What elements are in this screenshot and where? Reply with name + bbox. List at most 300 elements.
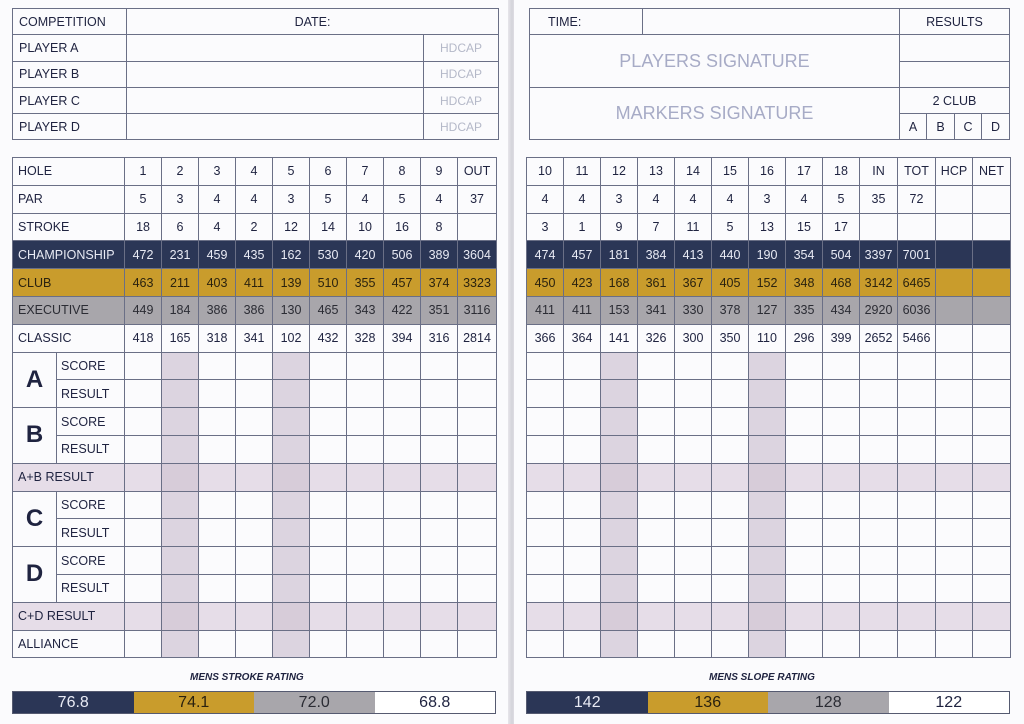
- result-entry-cell[interactable]: [749, 519, 786, 547]
- score-entry-cell[interactable]: [236, 408, 273, 436]
- result-entry-cell[interactable]: [749, 602, 786, 630]
- result-entry-cell[interactable]: [236, 519, 273, 547]
- result-entry-cell[interactable]: [936, 435, 973, 463]
- result-entry-cell[interactable]: [823, 435, 860, 463]
- result-entry-cell[interactable]: [564, 630, 601, 658]
- score-entry-cell[interactable]: [162, 408, 199, 436]
- result-entry-cell[interactable]: [712, 463, 749, 491]
- result-entry-cell[interactable]: [712, 380, 749, 408]
- score-entry-cell[interactable]: [823, 352, 860, 380]
- score-entry-cell[interactable]: [898, 491, 936, 519]
- score-entry-cell[interactable]: [860, 408, 898, 436]
- result-entry-cell[interactable]: [823, 602, 860, 630]
- player-c-name-field[interactable]: [127, 87, 424, 113]
- back-par-cell: 72: [898, 185, 936, 213]
- result-entry-cell[interactable]: [421, 380, 458, 408]
- result-entry-cell[interactable]: [347, 574, 384, 602]
- result-entry-cell[interactable]: [273, 630, 310, 658]
- result-entry-cell[interactable]: [273, 435, 310, 463]
- score-entry-cell[interactable]: [125, 491, 162, 519]
- score-entry-cell[interactable]: [675, 352, 712, 380]
- player-c-result-row: [13, 519, 497, 547]
- score-entry-cell[interactable]: [527, 408, 564, 436]
- executive-slope-rating: 128: [768, 692, 889, 713]
- result-entry-cell[interactable]: [199, 602, 236, 630]
- result-entry-cell[interactable]: [675, 574, 712, 602]
- par-cell: 4: [347, 185, 384, 213]
- result-entry-cell[interactable]: [601, 602, 638, 630]
- score-entry-cell[interactable]: [973, 491, 1011, 519]
- score-entry-cell[interactable]: [638, 491, 675, 519]
- result-entry-cell[interactable]: [125, 463, 162, 491]
- result-entry-cell[interactable]: [936, 380, 973, 408]
- result-entry-cell[interactable]: [162, 574, 199, 602]
- score-entry-cell[interactable]: [384, 352, 421, 380]
- club-yardage-cell: 468: [823, 269, 860, 297]
- score-entry-cell[interactable]: [860, 352, 898, 380]
- player-c-hdcap[interactable]: HDCAP: [424, 87, 499, 113]
- club-yardage-cell: 405: [712, 269, 749, 297]
- result-entry-cell[interactable]: [384, 602, 421, 630]
- result-entry-cell[interactable]: [749, 380, 786, 408]
- date-label[interactable]: DATE:: [127, 9, 499, 35]
- result-entry-cell[interactable]: [601, 630, 638, 658]
- score-entry-cell[interactable]: [601, 547, 638, 575]
- score-entry-cell[interactable]: [564, 408, 601, 436]
- result-entry-cell[interactable]: [162, 519, 199, 547]
- score-entry-cell[interactable]: [310, 547, 347, 575]
- score-entry-cell[interactable]: [898, 547, 936, 575]
- score-entry-cell[interactable]: [973, 408, 1011, 436]
- result-entry-cell[interactable]: [458, 602, 497, 630]
- score-entry-cell[interactable]: [786, 547, 823, 575]
- score-entry-cell[interactable]: [421, 408, 458, 436]
- result-entry-cell[interactable]: [973, 602, 1011, 630]
- result-entry-cell[interactable]: [638, 630, 675, 658]
- result-entry-cell[interactable]: [936, 574, 973, 602]
- score-entry-cell[interactable]: [384, 491, 421, 519]
- two-club-d[interactable]: D: [982, 114, 1010, 140]
- score-entry-cell[interactable]: [973, 352, 1011, 380]
- score-entry-cell[interactable]: [564, 491, 601, 519]
- result-entry-cell[interactable]: [384, 630, 421, 658]
- score-entry-cell[interactable]: [236, 547, 273, 575]
- score-entry-cell[interactable]: [898, 408, 936, 436]
- score-entry-cell[interactable]: [786, 491, 823, 519]
- score-entry-cell[interactable]: [162, 352, 199, 380]
- score-entry-cell[interactable]: [347, 352, 384, 380]
- result-entry-cell[interactable]: [564, 574, 601, 602]
- result-entry-cell[interactable]: [527, 574, 564, 602]
- result-entry-cell[interactable]: [458, 463, 497, 491]
- result-entry-cell[interactable]: [162, 380, 199, 408]
- score-entry-cell[interactable]: [712, 547, 749, 575]
- result-entry-cell[interactable]: [860, 463, 898, 491]
- result-entry-cell[interactable]: [564, 380, 601, 408]
- result-entry-cell[interactable]: [860, 574, 898, 602]
- result-entry-cell[interactable]: [601, 380, 638, 408]
- score-entry-cell[interactable]: [712, 491, 749, 519]
- score-entry-cell[interactable]: [125, 547, 162, 575]
- result-entry-cell[interactable]: [860, 519, 898, 547]
- score-entry-cell[interactable]: [458, 408, 497, 436]
- score-entry-cell[interactable]: [162, 547, 199, 575]
- result-entry-cell[interactable]: [601, 574, 638, 602]
- score-entry-cell[interactable]: [936, 408, 973, 436]
- result-entry-cell[interactable]: [236, 435, 273, 463]
- result-entry-cell[interactable]: [458, 574, 497, 602]
- score-entry-cell[interactable]: [749, 408, 786, 436]
- result-entry-cell[interactable]: [527, 463, 564, 491]
- result-entry-cell[interactable]: [749, 435, 786, 463]
- result-entry-cell[interactable]: [898, 380, 936, 408]
- result-entry-cell[interactable]: [898, 574, 936, 602]
- score-entry-cell[interactable]: [749, 547, 786, 575]
- result-entry-cell[interactable]: [347, 630, 384, 658]
- result-entry-cell[interactable]: [199, 574, 236, 602]
- back-player-c-result-row: [527, 519, 1011, 547]
- result-entry-cell[interactable]: [898, 463, 936, 491]
- result-entry-cell[interactable]: [421, 519, 458, 547]
- stroke-cell: 16: [384, 213, 421, 241]
- result-entry-cell[interactable]: [786, 519, 823, 547]
- score-entry-cell[interactable]: [860, 547, 898, 575]
- score-entry-cell[interactable]: [527, 547, 564, 575]
- score-entry-cell[interactable]: [421, 491, 458, 519]
- results-field-2[interactable]: [900, 61, 1010, 87]
- score-entry-cell[interactable]: [936, 491, 973, 519]
- result-entry-cell[interactable]: [786, 630, 823, 658]
- result-entry-cell[interactable]: [347, 380, 384, 408]
- score-entry-cell[interactable]: [712, 408, 749, 436]
- players-signature-field[interactable]: PLAYERS SIGNATURE: [530, 35, 900, 88]
- result-entry-cell[interactable]: [898, 519, 936, 547]
- par-cell: 5: [125, 185, 162, 213]
- result-entry-cell[interactable]: [125, 435, 162, 463]
- result-entry-cell[interactable]: [638, 602, 675, 630]
- stroke-row: [13, 213, 497, 241]
- result-entry-cell[interactable]: [712, 519, 749, 547]
- score-entry-cell[interactable]: [675, 491, 712, 519]
- result-entry-cell[interactable]: [236, 574, 273, 602]
- club-slope-rating: 136: [648, 692, 769, 713]
- player-d-hdcap[interactable]: HDCAP: [424, 114, 499, 140]
- result-entry-cell[interactable]: [273, 519, 310, 547]
- score-entry-cell[interactable]: [273, 352, 310, 380]
- back-par-cell: 3: [749, 185, 786, 213]
- club-yardage-cell: 510: [310, 269, 347, 297]
- result-entry-cell[interactable]: [421, 630, 458, 658]
- result-entry-cell[interactable]: [638, 380, 675, 408]
- result-entry-cell[interactable]: [384, 435, 421, 463]
- result-entry-cell[interactable]: [860, 380, 898, 408]
- result-entry-cell[interactable]: [310, 630, 347, 658]
- score-entry-cell[interactable]: [749, 491, 786, 519]
- result-entry-cell[interactable]: [125, 519, 162, 547]
- result-entry-cell[interactable]: [823, 630, 860, 658]
- score-entry-cell[interactable]: [273, 491, 310, 519]
- score-entry-cell[interactable]: [125, 408, 162, 436]
- score-entry-cell[interactable]: [310, 352, 347, 380]
- result-entry-cell[interactable]: [638, 463, 675, 491]
- mens-slope-rating-title: MENS SLOPE RATING: [709, 672, 815, 683]
- result-entry-cell[interactable]: [675, 519, 712, 547]
- two-club-label: 2 CLUB: [900, 87, 1010, 113]
- result-entry-cell[interactable]: [564, 519, 601, 547]
- result-entry-cell[interactable]: [458, 630, 497, 658]
- score-entry-cell[interactable]: [936, 352, 973, 380]
- score-entry-cell[interactable]: [749, 352, 786, 380]
- result-entry-cell[interactable]: [273, 463, 310, 491]
- score-entry-cell[interactable]: [273, 408, 310, 436]
- result-entry-cell[interactable]: [236, 380, 273, 408]
- result-entry-cell[interactable]: [823, 463, 860, 491]
- score-entry-cell[interactable]: [564, 547, 601, 575]
- result-entry-cell[interactable]: [786, 574, 823, 602]
- hole-cell: 4: [236, 158, 273, 186]
- result-entry-cell[interactable]: [638, 519, 675, 547]
- score-entry-cell[interactable]: [712, 352, 749, 380]
- score-entry-cell[interactable]: [199, 408, 236, 436]
- result-entry-cell[interactable]: [162, 602, 199, 630]
- score-entry-cell[interactable]: [236, 352, 273, 380]
- result-entry-cell[interactable]: [199, 463, 236, 491]
- score-entry-cell[interactable]: [527, 352, 564, 380]
- result-entry-cell[interactable]: [162, 463, 199, 491]
- result-entry-cell[interactable]: [675, 463, 712, 491]
- classic-yardage-cell: [936, 324, 973, 352]
- score-entry-cell[interactable]: [786, 352, 823, 380]
- result-entry-cell[interactable]: [421, 463, 458, 491]
- score-entry-cell[interactable]: [273, 547, 310, 575]
- score-entry-cell[interactable]: [347, 547, 384, 575]
- result-entry-cell[interactable]: [236, 602, 273, 630]
- score-entry-cell[interactable]: [236, 491, 273, 519]
- result-entry-cell[interactable]: [384, 463, 421, 491]
- result-entry-cell[interactable]: [273, 380, 310, 408]
- result-entry-cell[interactable]: [125, 380, 162, 408]
- score-entry-cell[interactable]: [125, 352, 162, 380]
- time-field[interactable]: [643, 9, 900, 35]
- result-entry-cell[interactable]: [273, 574, 310, 602]
- result-entry-cell[interactable]: [236, 630, 273, 658]
- result-entry-cell[interactable]: [860, 630, 898, 658]
- score-entry-cell[interactable]: [973, 547, 1011, 575]
- score-entry-cell[interactable]: [347, 491, 384, 519]
- score-entry-cell[interactable]: [527, 491, 564, 519]
- score-entry-cell[interactable]: [675, 547, 712, 575]
- result-entry-cell[interactable]: [973, 463, 1011, 491]
- result-entry-cell[interactable]: [786, 602, 823, 630]
- score-entry-cell[interactable]: [199, 491, 236, 519]
- result-entry-cell[interactable]: [458, 435, 497, 463]
- score-entry-cell[interactable]: [458, 491, 497, 519]
- result-entry-cell[interactable]: [898, 630, 936, 658]
- score-entry-cell[interactable]: [310, 491, 347, 519]
- result-entry-cell[interactable]: [527, 602, 564, 630]
- result-entry-cell[interactable]: [823, 380, 860, 408]
- result-entry-cell[interactable]: [236, 463, 273, 491]
- player-a-name-field[interactable]: [127, 35, 424, 61]
- result-entry-cell[interactable]: [199, 380, 236, 408]
- score-entry-cell[interactable]: [162, 491, 199, 519]
- result-entry-cell[interactable]: [749, 630, 786, 658]
- back-player-a-result-row: [527, 380, 1011, 408]
- result-entry-cell[interactable]: [310, 380, 347, 408]
- result-entry-cell[interactable]: [310, 574, 347, 602]
- player-a-hdcap[interactable]: HDCAP: [424, 35, 499, 61]
- result-entry-cell[interactable]: [347, 519, 384, 547]
- result-entry-cell[interactable]: [384, 574, 421, 602]
- result-entry-cell[interactable]: [310, 435, 347, 463]
- result-entry-cell[interactable]: [860, 602, 898, 630]
- result-entry-cell[interactable]: [601, 519, 638, 547]
- score-entry-cell[interactable]: [601, 491, 638, 519]
- result-entry-cell[interactable]: [898, 435, 936, 463]
- score-entry-cell[interactable]: [898, 352, 936, 380]
- result-entry-cell[interactable]: [199, 519, 236, 547]
- score-entry-cell[interactable]: [786, 408, 823, 436]
- score-entry-cell[interactable]: [347, 408, 384, 436]
- result-entry-cell[interactable]: [199, 435, 236, 463]
- score-entry-cell[interactable]: [199, 547, 236, 575]
- score-entry-cell[interactable]: [936, 547, 973, 575]
- result-entry-cell[interactable]: [973, 435, 1011, 463]
- result-entry-cell[interactable]: [601, 463, 638, 491]
- result-entry-cell[interactable]: [199, 630, 236, 658]
- result-entry-cell[interactable]: [162, 435, 199, 463]
- score-entry-cell[interactable]: [823, 491, 860, 519]
- classic-yardage-cell: 165: [162, 324, 199, 352]
- two-club-a[interactable]: A: [900, 114, 927, 140]
- result-entry-cell[interactable]: [749, 574, 786, 602]
- score-entry-cell[interactable]: [421, 547, 458, 575]
- score-entry-cell[interactable]: [310, 408, 347, 436]
- result-entry-cell[interactable]: [786, 435, 823, 463]
- result-entry-cell[interactable]: [973, 630, 1011, 658]
- par-label: PAR: [13, 185, 125, 213]
- result-entry-cell[interactable]: [675, 602, 712, 630]
- result-entry-cell[interactable]: [384, 519, 421, 547]
- score-entry-cell[interactable]: [384, 547, 421, 575]
- result-entry-cell[interactable]: [936, 630, 973, 658]
- executive-yardage-cell: 184: [162, 296, 199, 324]
- classic-slope-rating: 122: [889, 692, 1010, 713]
- score-entry-cell[interactable]: [638, 352, 675, 380]
- score-entry-cell[interactable]: [458, 352, 497, 380]
- back-par-cell: 3: [601, 185, 638, 213]
- result-entry-cell[interactable]: [527, 630, 564, 658]
- player-b-name-field[interactable]: [127, 61, 424, 87]
- result-entry-cell[interactable]: [712, 602, 749, 630]
- result-entry-cell[interactable]: [458, 380, 497, 408]
- result-entry-cell[interactable]: [273, 602, 310, 630]
- result-entry-cell[interactable]: [973, 574, 1011, 602]
- result-entry-cell[interactable]: [823, 519, 860, 547]
- result-entry-cell[interactable]: [675, 380, 712, 408]
- result-entry-cell[interactable]: [675, 630, 712, 658]
- score-entry-cell[interactable]: [823, 547, 860, 575]
- result-entry-cell[interactable]: [638, 574, 675, 602]
- result-entry-cell[interactable]: [712, 630, 749, 658]
- two-club-b[interactable]: B: [927, 114, 955, 140]
- result-entry-cell[interactable]: [712, 574, 749, 602]
- markers-signature-field[interactable]: MARKERS SIGNATURE: [530, 87, 900, 140]
- result-entry-cell[interactable]: [936, 519, 973, 547]
- score-entry-cell[interactable]: [199, 352, 236, 380]
- result-entry-cell[interactable]: [347, 602, 384, 630]
- result-entry-cell[interactable]: [786, 380, 823, 408]
- result-entry-cell[interactable]: [421, 602, 458, 630]
- result-entry-cell[interactable]: [675, 435, 712, 463]
- back-stroke-cell: [898, 213, 936, 241]
- score-entry-cell[interactable]: [384, 408, 421, 436]
- result-entry-cell[interactable]: [786, 463, 823, 491]
- score-entry-cell[interactable]: [421, 352, 458, 380]
- result-entry-cell[interactable]: [936, 463, 973, 491]
- score-entry-cell[interactable]: [860, 491, 898, 519]
- result-entry-cell[interactable]: [527, 519, 564, 547]
- result-entry-cell[interactable]: [458, 519, 497, 547]
- result-entry-cell[interactable]: [860, 435, 898, 463]
- score-entry-cell[interactable]: [458, 547, 497, 575]
- result-entry-cell[interactable]: [527, 435, 564, 463]
- result-entry-cell[interactable]: [601, 435, 638, 463]
- score-entry-cell[interactable]: [638, 547, 675, 575]
- result-entry-cell[interactable]: [749, 463, 786, 491]
- score-label: SCORE: [57, 352, 125, 380]
- two-club-c[interactable]: C: [955, 114, 982, 140]
- result-entry-cell[interactable]: [125, 630, 162, 658]
- score-entry-cell[interactable]: [601, 408, 638, 436]
- result-entry-cell[interactable]: [564, 435, 601, 463]
- result-entry-cell[interactable]: [384, 380, 421, 408]
- result-entry-cell[interactable]: [638, 435, 675, 463]
- score-entry-cell[interactable]: [638, 408, 675, 436]
- result-entry-cell[interactable]: [347, 463, 384, 491]
- hole-cell: 5: [273, 158, 310, 186]
- result-entry-cell[interactable]: [527, 380, 564, 408]
- result-entry-cell[interactable]: [310, 602, 347, 630]
- mens-stroke-rating-title: MENS STROKE RATING: [190, 672, 304, 683]
- result-entry-cell[interactable]: [712, 435, 749, 463]
- result-entry-cell[interactable]: [973, 519, 1011, 547]
- result-entry-cell[interactable]: [898, 602, 936, 630]
- result-entry-cell[interactable]: [162, 630, 199, 658]
- executive-stroke-rating: 72.0: [254, 692, 375, 713]
- classic-yardage-cell: [973, 324, 1011, 352]
- result-entry-cell[interactable]: [125, 574, 162, 602]
- results-field-1[interactable]: [900, 35, 1010, 61]
- player-d-name-field[interactable]: [127, 114, 424, 140]
- result-entry-cell[interactable]: [973, 380, 1011, 408]
- result-entry-cell[interactable]: [564, 602, 601, 630]
- result-entry-cell[interactable]: [936, 602, 973, 630]
- score-entry-cell[interactable]: [675, 408, 712, 436]
- player-b-hdcap[interactable]: HDCAP: [424, 61, 499, 87]
- score-entry-cell[interactable]: [601, 352, 638, 380]
- score-entry-cell[interactable]: [823, 408, 860, 436]
- result-entry-cell[interactable]: [564, 463, 601, 491]
- result-entry-cell[interactable]: [421, 574, 458, 602]
- result-entry-cell[interactable]: [125, 602, 162, 630]
- result-entry-cell[interactable]: [347, 435, 384, 463]
- score-entry-cell[interactable]: [564, 352, 601, 380]
- result-entry-cell[interactable]: [310, 519, 347, 547]
- result-entry-cell[interactable]: [823, 574, 860, 602]
- result-entry-cell[interactable]: [421, 435, 458, 463]
- result-entry-cell[interactable]: [310, 463, 347, 491]
